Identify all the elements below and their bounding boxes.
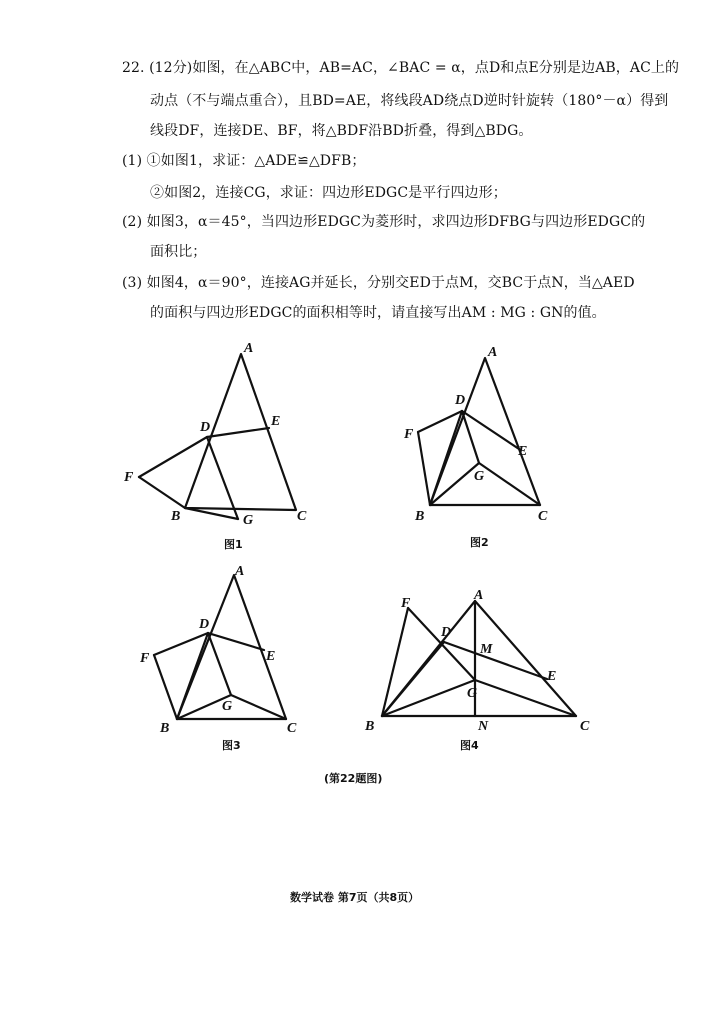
fig3-label-f: F (140, 651, 150, 666)
figure-4-caption: 图4 (460, 739, 479, 752)
fig1-label-b: B (171, 509, 181, 524)
fig3-label-c: C (287, 721, 297, 736)
fig4-label-c: C (580, 719, 590, 734)
question-part-2: (2) 如图3，α＝45°，当四边形EDGC为菱形时，求四边形DFBG与四边形EDGC的 (122, 214, 646, 230)
fig1-label-f: F (124, 470, 134, 485)
figure-2-caption: 图2 (470, 536, 489, 549)
figure-3-caption: 图3 (222, 739, 241, 752)
fig3-label-b: B (160, 721, 170, 736)
fig1-label-d: D (200, 420, 211, 435)
fig2-label-g: G (474, 469, 485, 484)
fig1-label-c: C (297, 509, 307, 524)
question-part-3-cont: 的面积与四边形EDGC的面积相等时，请直接写出AM : MG : GN的值。 (150, 305, 606, 321)
fig4-label-a: A (474, 588, 484, 603)
fig4-label-b: B (365, 719, 375, 734)
figure-1-lines (139, 354, 296, 519)
fig3-label-g: G (222, 699, 233, 714)
fig4-label-g: G (467, 686, 478, 701)
fig1-label-g: G (243, 513, 254, 528)
fig2-label-e: E (518, 444, 528, 459)
question-line-2: 动点（不与端点重合），且BD=AE，将线段AD绕点D逆时针旋转（180°－α）得到 (150, 93, 669, 109)
fig4-label-m: M (480, 642, 493, 657)
question-part-1-1: (1) ①如图1，求证：△ADE≌△DFB； (122, 153, 366, 169)
fig4-label-e: E (547, 669, 557, 684)
fig2-label-b: B (415, 509, 425, 524)
figure-group-caption: (第22题图) (324, 772, 383, 785)
question-line-1: 22. (12分)如图，在△ABC中，AB=AC，∠BAC = α，点D和点E分别是边AB，AC上的 (122, 60, 680, 76)
fig4-label-f: F (401, 596, 411, 611)
fig4-label-n: N (478, 719, 489, 734)
fig2-label-f: F (404, 427, 414, 442)
question-line-3: 线段DF，连接DE、BF，将△BDF沿BD折叠，得到△BDG。 (150, 123, 533, 139)
fig3-label-a: A (235, 564, 245, 579)
fig3-label-d: D (199, 617, 210, 632)
fig4-label-d: D (441, 625, 452, 640)
question-part-1-2: ②如图2，连接CG，求证：四边形EDGC是平行四边形； (150, 185, 507, 201)
figure-4-lines (382, 601, 576, 716)
fig3-label-e: E (266, 649, 276, 664)
fig2-label-d: D (455, 393, 466, 408)
page-footer: 数学试卷 第7页（共8页） (290, 891, 420, 904)
question-part-2-cont: 面积比； (150, 244, 207, 260)
figure-3-lines (154, 575, 286, 719)
figure-1-caption: 图1 (224, 538, 243, 551)
fig2-label-a: A (488, 345, 498, 360)
fig1-label-e: E (271, 414, 281, 429)
fig2-label-c: C (538, 509, 548, 524)
question-part-3: (3) 如图4，α＝90°，连接AG并延长，分别交ED于点M，交BC于点N，当△AED (122, 275, 635, 291)
fig1-label-a: A (244, 341, 254, 356)
